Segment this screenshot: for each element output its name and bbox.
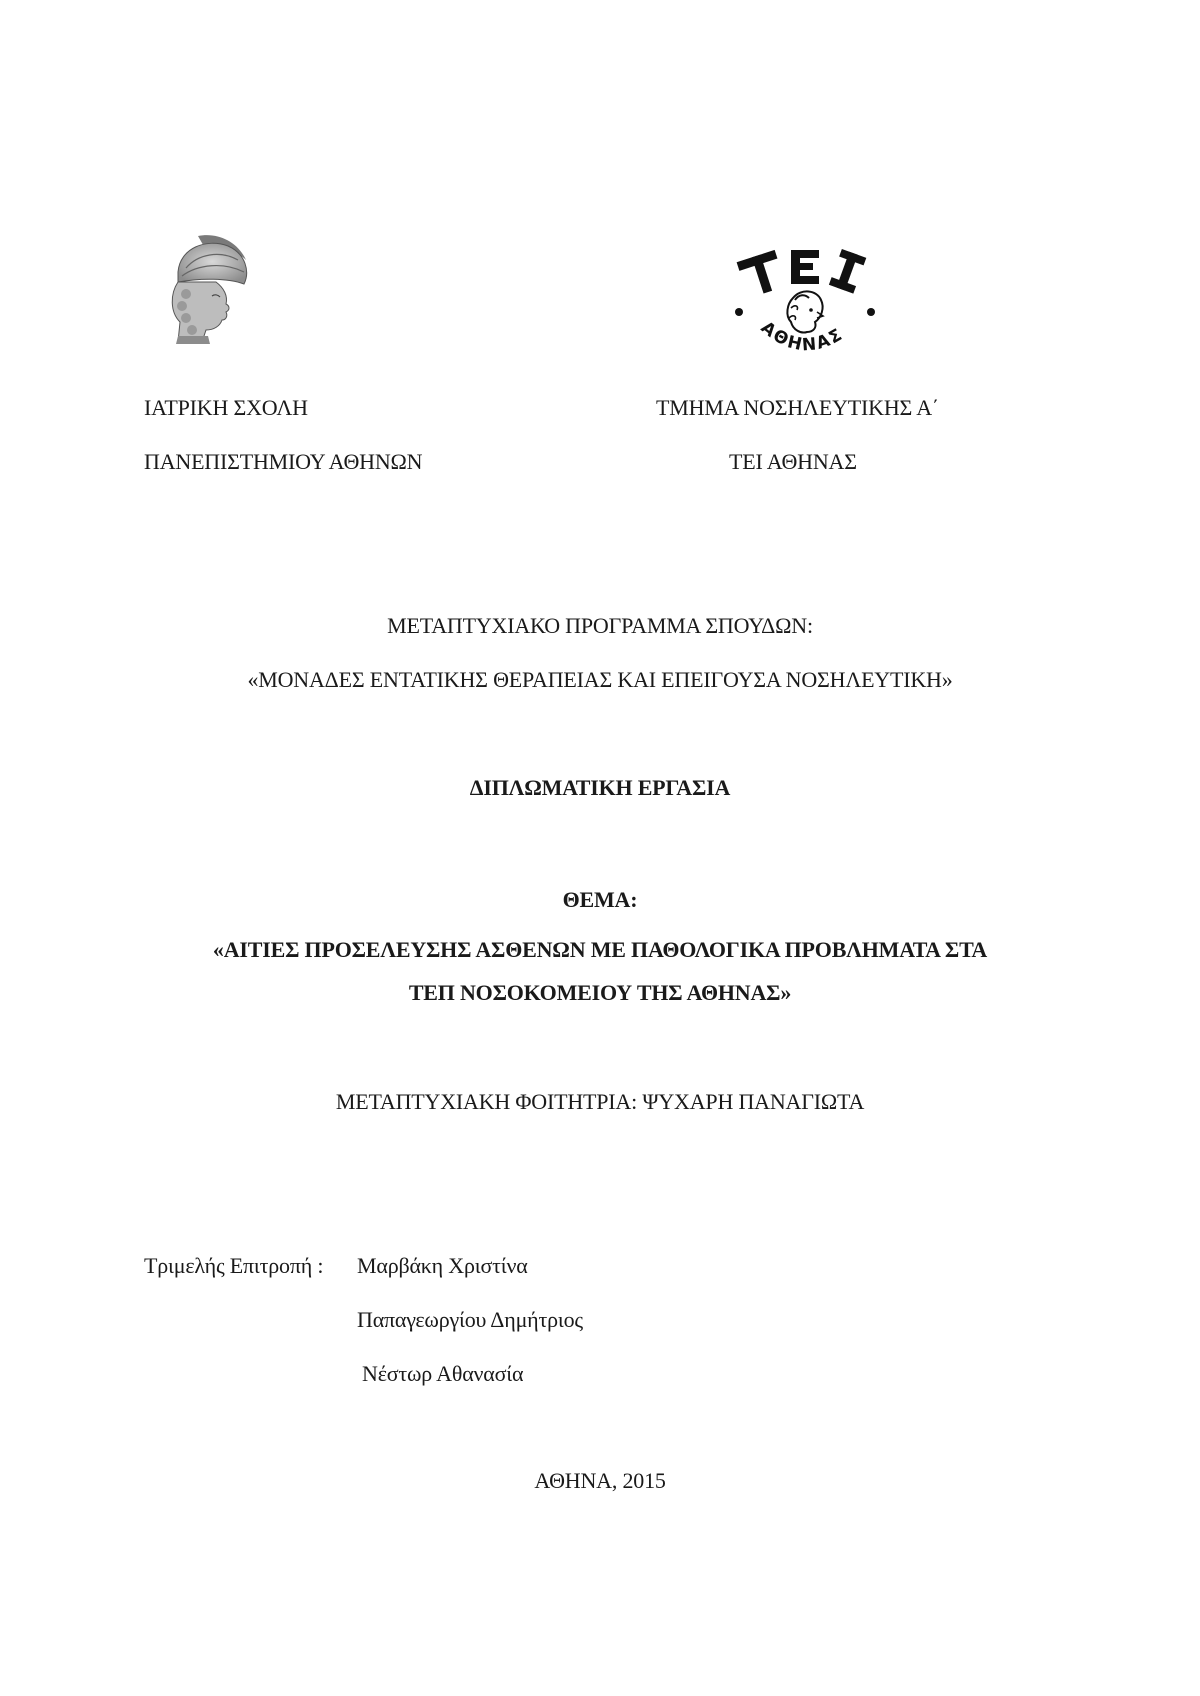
department-name: ΤΜΗΜΑ ΝΟΣΗΛΕΥΤΙΚΗΣ Α΄ <box>656 395 940 420</box>
tei-athinas-logo-icon <box>725 238 885 368</box>
committee-member: Μαρβάκη Χριστίνα <box>357 1253 528 1278</box>
theme-title-line2: ΤΕΠ ΝΟΣΟΚΟΜΕΙΟΥ ΤΗΣ ΑΘΗΝΑΣ» <box>408 980 792 1005</box>
school-name: ΙΑΤΡΙΚΗ ΣΧΟΛΗ <box>144 395 308 420</box>
committee-member: Παπαγεωργίου Δημήτριος <box>357 1307 583 1332</box>
athena-helmet-seal-icon <box>158 232 258 344</box>
program-title: ΜΕΤΑΠΤΥΧΙΑΚΟ ΠΡΟΓΡΑΜΜΑ ΣΠΟΥΔΩΝ: <box>387 613 813 638</box>
theme-title-line1: «ΑΙΤΙΕΣ ΠΡΟΣΕΛΕΥΣΗΣ ΑΣΘΕΝΩΝ ΜΕ ΠΑΘΟΛΟΓΙΚΑ ΠΡΟΒΛΗΜΑΤΑ ΣΤΑ <box>212 937 988 962</box>
institution-name: ΤΕΙ ΑΘΗΝΑΣ <box>729 449 857 474</box>
tei-logo-text: ΑΘΗΝΑΣ <box>756 317 848 356</box>
theme-label: ΘΕΜΑ: <box>562 887 638 912</box>
place-date: ΑΘΗΝΑ, 2015 <box>534 1468 666 1493</box>
university-name: ΠΑΝΕΠΙΣΤΗΜΙΟΥ ΑΘΗΝΩΝ <box>144 449 423 474</box>
thesis-type: ΔΙΠΛΩΜΑΤΙΚΗ ΕΡΓΑΣΙΑ <box>469 775 731 800</box>
committee-label: Τριμελής Επιτροπή : <box>144 1253 324 1278</box>
student-name: ΜΕΤΑΠΤΥΧΙΑΚΗ ΦΟΙΤΗΤΡΙΑ: ΨΥΧΑΡΗ ΠΑΝΑΓΙΩΤΑ <box>335 1089 865 1114</box>
committee-member: Νέστωρ Αθανασία <box>362 1361 524 1386</box>
program-name: «ΜΟΝΑΔΕΣ ΕΝΤΑΤΙΚΗΣ ΘΕΡΑΠΕΙΑΣ ΚΑΙ ΕΠΕΙΓΟΥΣΑ ΝΟΣΗΛΕΥΤΙΚΗ» <box>247 667 953 692</box>
